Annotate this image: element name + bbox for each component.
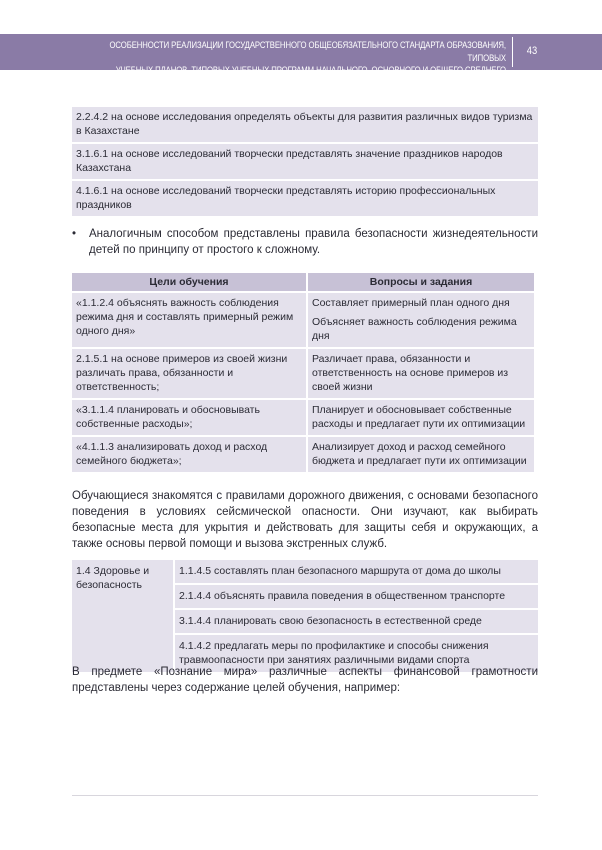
financial-literacy-paragraph: В предмете «Познание мира» различные аспекты финансовой грамотности представлены через содержание целей обучения, например: <box>72 666 538 694</box>
table-header-row <box>72 273 534 291</box>
health-safety-table <box>72 560 538 672</box>
list-item: 4.1.4.2 предлагать меры по профилактике и способы снижения травмоопасности при занятиях различными видами спорта <box>175 635 538 672</box>
goal-cell: 2.1.5.1 на основе примеров из своей жизни различать права, обязанности и ответственность; <box>72 349 306 398</box>
task-text: Различает права, обязанности и ответственность на основе примеров из своей жизни <box>312 353 509 393</box>
list-item: 2.1.4.4 объяснять правила поведения в общественном транспорте <box>175 585 538 608</box>
bullet-paragraph <box>72 226 538 258</box>
section-items <box>175 560 538 672</box>
tasks-cell <box>308 437 534 472</box>
bullet-text: Аналогичным способом представлены правила безопасности жизнедеятельности детей по принципу от простого к сложному. <box>89 228 538 256</box>
task-text: Составляет примерный план одного дня <box>312 297 510 309</box>
list-item: 1.1.4.5 составлять план безопасного маршрута от дома до школы <box>175 560 538 583</box>
safety-paragraph: Обучающиеся знакомятся с правилами дорожного движения, с основами безопасного поведения в условиях сейсмической опасности. Они изучают, как выбирать безопасные места для укрытия и действовать для защиты себя и окружающих, а также основы первой помощи и вызова экстренных служб. <box>72 490 538 550</box>
header-title-line-1: ОСОБЕННОСТИ РЕАЛИЗАЦИИ ГОСУДАРСТВЕННОГО ОБЩЕОБЯЗАТЕЛЬНОГО СТАНДАРТА ОБРАЗОВАНИЯ, ТИПОВЫХ <box>109 40 506 63</box>
goals-tasks-table <box>70 271 536 474</box>
table-row <box>72 400 534 435</box>
table-row <box>72 437 534 472</box>
task-text: Анализирует доход и расход семейного бюджета и предлагает пути их оптимизации <box>312 441 527 467</box>
bullet-mark: • <box>72 228 77 240</box>
page-header <box>0 34 602 88</box>
header-title <box>105 39 506 89</box>
footer-divider <box>72 795 538 796</box>
tasks-cell <box>308 293 534 347</box>
tasks-cell <box>308 400 534 435</box>
section-cell: 1.4 Здоровье и безопасность <box>72 560 173 672</box>
tasks-cell <box>308 349 534 398</box>
objective-row: 3.1.6.1 на основе исследований творчески представлять значение праздников народов Казахстана <box>72 144 538 179</box>
column-header-goals: Цели обучения <box>72 273 306 291</box>
goal-cell: «3.1.1.4 планировать и обосновывать собственные расходы»; <box>72 400 306 435</box>
table-row <box>72 293 534 347</box>
objectives-list <box>72 107 538 218</box>
header-divider <box>512 37 513 67</box>
column-header-tasks: Вопросы и задания <box>308 273 534 291</box>
goal-cell: «4.1.1.3 анализировать доход и расход семейного бюджета»; <box>72 437 306 472</box>
header-title-line-2: УЧЕБНЫХ ПЛАНОВ, ТИПОВЫХ УЧЕБНЫХ ПРОГРАММ НАЧАЛЬНОГО, ОСНОВНОГО И ОБЩЕГО СРЕДНЕГО ОБРАЗОВАНИЯ <box>115 65 506 88</box>
page-number: 43 <box>526 45 538 57</box>
objective-row: 2.2.4.2 на основе исследования определять объекты для развития различных видов туризма в Казахстане <box>72 107 538 142</box>
list-item: 3.1.4.4 планировать свою безопасность в естественной среде <box>175 610 538 633</box>
objective-row: 4.1.6.1 на основе исследований творчески представлять историю профессиональных праздников <box>72 181 538 216</box>
goal-cell: «1.1.2.4 объяснять важность соблюдения режима дня и составлять примерный режим одного дня» <box>72 293 306 347</box>
table-row <box>72 349 534 398</box>
task-text: Объясняет важность соблюдения режима дня <box>312 316 517 342</box>
task-text: Планирует и обосновывает собственные расходы и предлагает пути их оптимизации <box>312 404 526 430</box>
